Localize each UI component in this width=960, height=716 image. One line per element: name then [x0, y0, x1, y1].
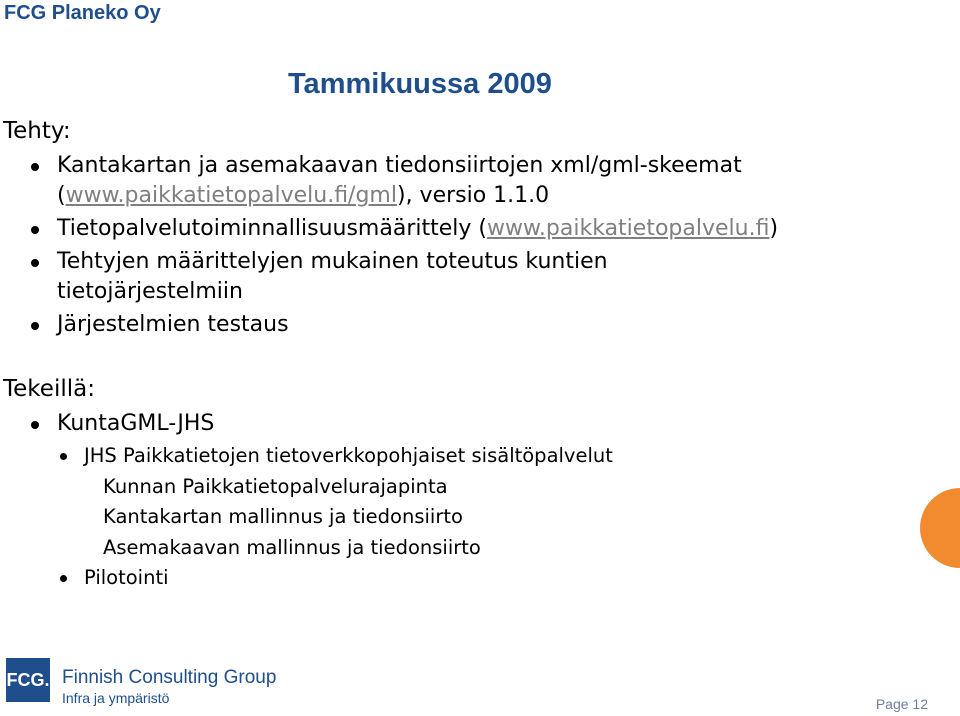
done-item-implementation: Tehtyjen määrittelyjen mukainen toteutus kuntien tietojärjestelmiin: [0, 247, 777, 307]
in-progress-list: [0, 409, 214, 442]
sub-item-kantakartta: Kantakartan mallinnus ja tiedonsiirto: [103, 505, 463, 528]
in-progress-sublist: [0, 441, 613, 594]
done-heading: Tehty:: [3, 118, 71, 144]
in-progress-heading: Tekeillä:: [3, 376, 95, 402]
done-item-schemas: Kantakartan ja asemakaavan tiedonsiirtojen xml/gml-skeemat (www.paikkatietopalvelu.fi/gml), versio 1.1.0: [0, 151, 778, 211]
page-number: Page 12: [875, 696, 928, 712]
in-progress-item-kuntagml: KuntaGML-JHS: [0, 409, 214, 439]
fcg-logo: FCG.: [6, 658, 50, 702]
sub-item-jhs: JHS Paikkatietojen tietoverkkopohjaiset sisältöpalvelut: [0, 441, 613, 472]
done-item-spec: Tietopalvelutoiminnallisuusmäärittely (www.paikkatietopalvelu.fi): [0, 214, 778, 244]
sub-item-asemakaava: Asemakaavan mallinnus ja tiedonsiirto: [103, 535, 481, 559]
gml-link[interactable]: www.paikkatietopalvelu.fi/gml: [65, 183, 397, 208]
footer-company: Finnish Consulting Group: [62, 667, 277, 688]
sub-item-pilotointi: Pilotointi: [0, 563, 613, 594]
slide-title: Tammikuussa 2009: [288, 68, 552, 100]
done-item-testing: Järjestelmien testaus: [0, 310, 778, 340]
done-list: [0, 151, 778, 343]
footer-tagline: Infra ja ympäristö: [62, 690, 170, 706]
paikkatietopalvelu-link[interactable]: www.paikkatietopalvelu.fi: [486, 216, 770, 241]
header-brand: FCG Planeko Oy: [4, 2, 161, 24]
decorative-arc: [920, 488, 960, 568]
sub-item-rajapinta: Kunnan Paikkatietopalvelurajapinta: [103, 474, 448, 498]
